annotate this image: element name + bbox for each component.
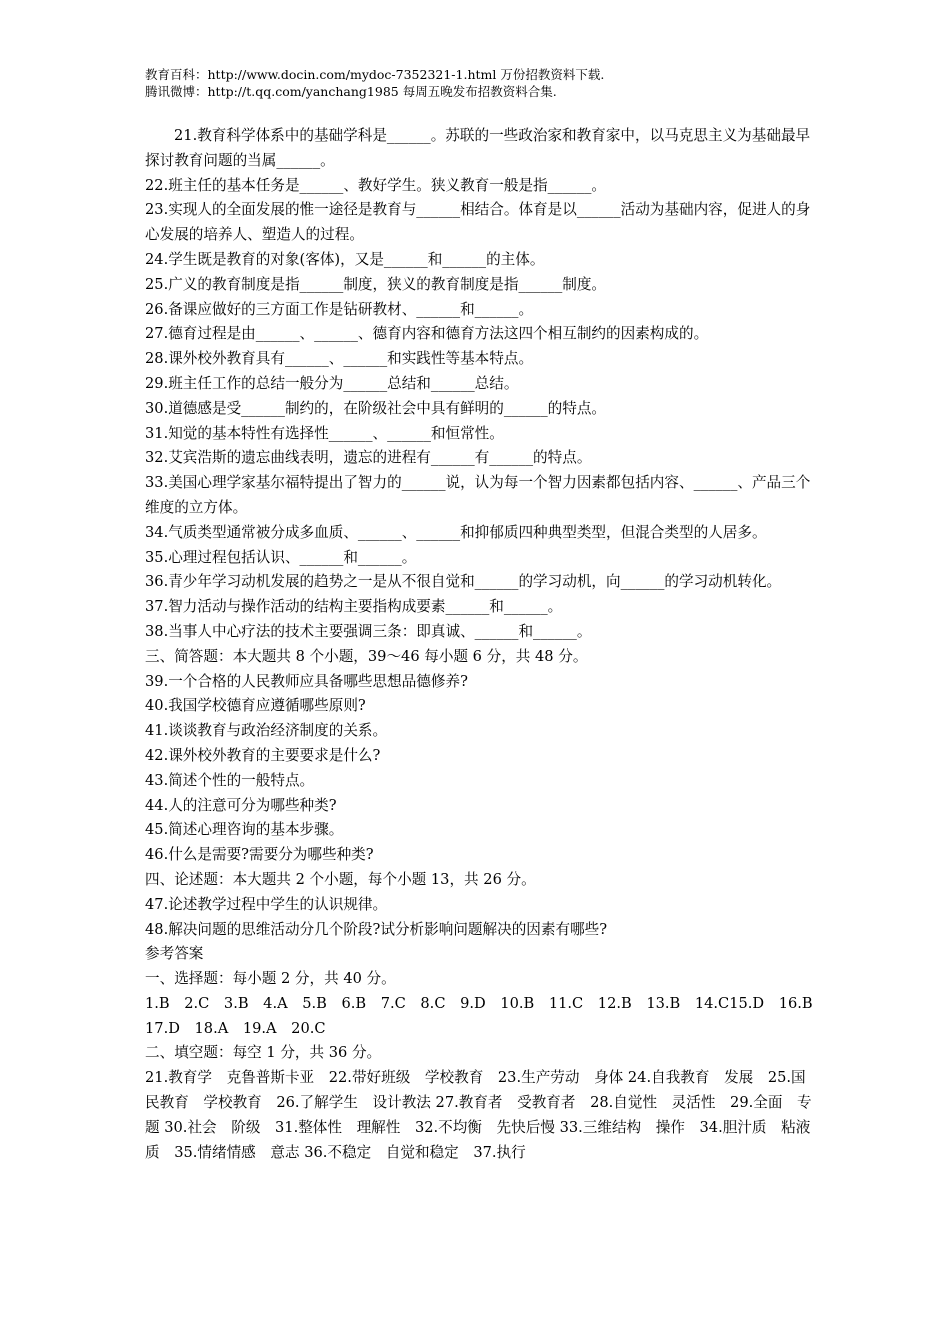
question-22: 22.班主任的基本任务是______、教好学生。狭义教育一般是指______。 — [145, 176, 607, 194]
answer-fill-list: 21.教育学 克鲁普斯卡亚 22.带好班级 学校教育 23.生产劳动 身体 24.自我教育 发展 25.国民教育 学校教育 26.了解学生 设计教法 27.教育者 受教育者 28.自觉性 灵活性 29.全面 专题 30.社会 阶级 31.整体性 理解性 32.不均衡 先快后慢 33.三维结构 操作 34.胆汁质 粘液质 35.情绪情感 意志 36.不稳定 自觉和稳定 37.执行 — [145, 1069, 812, 1161]
section-heading-short-answer: 三、简答题：本大题共 8 个小题，39～46 每小题 6 分，共 48 分。 — [145, 647, 588, 665]
document-body — [145, 124, 828, 1165]
question-34: 34.气质类型通常被分成多血质、______、______和抑郁质四种典型类型，但混合类型的人居多。 — [145, 523, 767, 541]
question-46: 46.什么是需要?需要分为哪些种类? — [145, 846, 374, 864]
answer-section-fill-heading: 二、填空题：每空 1 分，共 36 分。 — [145, 1044, 382, 1062]
question-45: 45.简述心理咨询的基本步骤。 — [145, 821, 344, 839]
page-header — [145, 66, 604, 100]
header-line-2: 腾讯微博：http://t.qq.com/yanchang1985 每周五晚发布招教资料合集. — [145, 84, 557, 99]
question-25: 25.广义的教育制度是指______制度，狭义的教育制度是指______制度。 — [145, 275, 607, 293]
question-38: 38.当事人中心疗法的技术主要强调三条：即真诚、______和______。 — [145, 622, 592, 640]
question-37: 37.智力活动与操作活动的结构主要指构成要素______和______。 — [145, 598, 563, 616]
question-28: 28.课外校外教育具有______、______和实践性等基本特点。 — [145, 350, 534, 368]
question-47: 47.论述教学过程中学生的认识规律。 — [145, 895, 388, 913]
question-24: 24.学生既是教育的对象(客体)，又是______和______的主体。 — [145, 250, 545, 268]
answer-key-heading: 参考答案 — [145, 945, 204, 963]
question-43: 43.简述个性的一般特点。 — [145, 771, 315, 789]
question-23: 23.实现人的全面发展的惟一途径是教育与______相结合。体育是以______活动为基础内容，促进人的身心发展的培养人、塑造人的过程。 — [145, 201, 811, 244]
question-31: 31.知觉的基本特性有选择性______、______和恒常性。 — [145, 424, 504, 442]
question-29: 29.班主任工作的总结一般分为______总结和______总结。 — [145, 374, 519, 392]
section-heading-essay: 四、论述题：本大题共 2 个小题，每个小题 13，共 26 分。 — [145, 870, 536, 888]
question-21: 21.教育科学体系中的基础学科是______。苏联的一些政治家和教育家中，以马克思主义为基础最早探讨教育问题的当属______。 — [145, 127, 811, 169]
question-39: 39.一个合格的人民教师应具备哪些思想品德修养? — [145, 672, 468, 690]
question-36: 36.青少年学习动机发展的趋势之一是从不很自觉和______的学习动机，向______的学习动机转化。 — [145, 573, 782, 591]
question-26: 26.备课应做好的三方面工作是钻研教材、______和______。 — [145, 300, 534, 318]
answer-choice-list: 1.B 2.C 3.B 4.A 5.B 6.B 7.C 8.C 9.D 10.B 11.C 12.B 13.B 14.C15.D 16.B 17.D 18.A 19.A 20.C — [145, 994, 828, 1037]
question-35: 35.心理过程包括认识、______和______。 — [145, 548, 417, 566]
question-32: 32.艾宾浩斯的遗忘曲线表明，遗忘的进程有______有______的特点。 — [145, 449, 592, 467]
header-line-1: 教育百科：http://www.docin.com/mydoc-7352321-1.html 万份招教资料下载. — [145, 67, 605, 82]
question-42: 42.课外校外教育的主要要求是什么? — [145, 746, 381, 764]
question-27: 27.德育过程是由______、______、德育内容和德育方法这四个相互制约的因素构成的。 — [145, 325, 709, 343]
question-30: 30.道德感是受______制约的，在阶级社会中具有鲜明的______的特点。 — [145, 399, 607, 417]
question-40: 40.我国学校德育应遵循哪些原则? — [145, 697, 366, 715]
question-44: 44.人的注意可分为哪些种类? — [145, 796, 337, 814]
answer-section-choice-heading: 一、选择题：每小题 2 分，共 40 分。 — [145, 970, 396, 988]
question-41: 41.谈谈教育与政治经济制度的关系。 — [145, 722, 388, 740]
question-48: 48.解决问题的思维活动分几个阶段?试分析影响问题解决的因素有哪些? — [145, 920, 608, 938]
question-33: 33.美国心理学家基尔福特提出了智力的______说，认为每一个智力因素都包括内容、______、产品三个维度的立方体。 — [145, 474, 811, 516]
